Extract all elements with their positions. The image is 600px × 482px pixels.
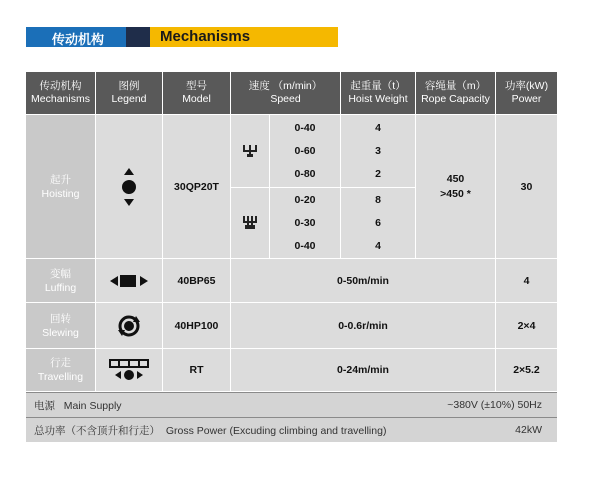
weight-value: 8 [375, 193, 381, 206]
header-power-cn: 功率(kW) [504, 80, 549, 92]
main-supply-value: ~380V (±10%) 50Hz [447, 399, 542, 411]
gross-power-cn: 总功率（不含顶升和行走） [34, 424, 160, 437]
luffing-model: 40BP65 [163, 259, 230, 302]
speed-value: 0-20 [294, 193, 316, 206]
section-title-cn: 传动机构 [52, 33, 105, 48]
gross-power-en: Gross Power (Excuding climbing and travelling) [165, 424, 387, 437]
slewing-en: Slewing [42, 326, 79, 339]
header-speed-cn: 速度 （m/min） [248, 80, 323, 92]
main-supply-row [26, 393, 557, 417]
weight-value: 4 [375, 121, 381, 134]
travelling-cn: 行走 [50, 357, 71, 369]
hoisting-mode2-cell [231, 188, 269, 258]
header-hoist-weight [341, 72, 415, 114]
travelling-power: 2×5.2 [496, 349, 557, 391]
slewing-speed: 0-0.6r/min [231, 303, 495, 348]
hoisting-weights-2 [341, 188, 415, 258]
speed-value: 0-30 [294, 216, 316, 229]
double-hook-icon [242, 215, 258, 231]
rope-value: 450 [446, 172, 465, 185]
single-hook-icon [242, 144, 258, 158]
header-model [163, 72, 230, 114]
header-mechanisms-en: Mechanisms [31, 93, 90, 105]
row-label-luffing [26, 259, 95, 302]
hoisting-model: 30QP20T [163, 115, 230, 258]
speed-value: 0-80 [294, 167, 316, 180]
header-legend-en: Legend [111, 93, 147, 105]
luffing-en: Luffing [44, 281, 77, 294]
weight-value: 2 [375, 167, 381, 180]
gross-power-label [34, 423, 386, 438]
speed-value: 0-40 [294, 121, 316, 134]
header-model-cn: 型号 [186, 80, 207, 92]
header-rope-cn: 容绳量（m） [424, 80, 487, 92]
slewing-icon [117, 314, 141, 338]
travelling-icon [109, 359, 149, 381]
main-supply-label [34, 398, 122, 413]
luffing-icon [110, 274, 148, 288]
slewing-model: 40HP100 [163, 303, 230, 348]
weight-value: 4 [375, 239, 381, 252]
row-label-slewing [26, 303, 95, 348]
slewing-legend [96, 303, 162, 348]
gross-power-value: 42kW [515, 424, 542, 436]
slewing-power: 2×4 [496, 303, 557, 348]
section-title-en: Mechanisms [160, 28, 251, 45]
header-legend [96, 72, 162, 114]
hoisting-cn: 起升 [50, 173, 71, 186]
hoisting-legend [96, 115, 162, 258]
header-speed-en: Speed [270, 93, 301, 105]
travelling-en: Travelling [37, 371, 84, 383]
hoisting-en: Hoisting [41, 187, 80, 200]
hoisting-weights-1 [341, 115, 415, 187]
luffing-legend [96, 259, 162, 302]
header-speed [231, 72, 340, 114]
row-label-hoisting [26, 115, 95, 258]
mechanisms-table [26, 72, 557, 443]
header-rope-capacity [416, 72, 495, 114]
slewing-cn: 回转 [50, 312, 71, 325]
header-power-en: Power [511, 93, 542, 105]
travelling-speed: 0-24m/min [231, 349, 495, 391]
gross-power-row [26, 418, 557, 442]
hoisting-speeds-1 [270, 115, 340, 187]
header-power [496, 72, 557, 114]
hoisting-mode1-cell [231, 115, 269, 187]
luffing-cn: 变幅 [50, 267, 71, 280]
section-banner [26, 27, 338, 47]
hoisting-speeds-2 [270, 188, 340, 258]
speed-value: 0-60 [294, 144, 316, 157]
header-weight-cn: 起重量（t） [350, 80, 406, 92]
row-label-travelling [26, 349, 95, 391]
weight-value: 6 [375, 216, 381, 229]
luffing-speed: 0-50m/min [231, 259, 495, 302]
header-mechanisms [26, 72, 95, 114]
speed-value: 0-40 [294, 239, 316, 252]
banner-dark-block [126, 27, 150, 47]
hoisting-power: 30 [496, 115, 557, 258]
header-mechanisms-cn: 传动机构 [39, 80, 82, 92]
rope-value: >450 * [440, 187, 471, 200]
travelling-model: RT [163, 349, 230, 391]
header-model-en: Model [182, 93, 211, 105]
header-legend-cn: 图例 [118, 80, 140, 92]
hoisting-rope-capacity [416, 115, 495, 258]
main-supply-en: Main Supply [63, 399, 122, 412]
weight-value: 3 [375, 144, 381, 157]
hoisting-icon [120, 168, 138, 206]
travelling-legend [96, 349, 162, 391]
main-supply-cn: 电源 [34, 399, 55, 412]
header-weight-en: Hoist Weight [348, 93, 408, 105]
luffing-power: 4 [496, 259, 557, 302]
header-rope-en: Rope Capacity [421, 93, 490, 105]
